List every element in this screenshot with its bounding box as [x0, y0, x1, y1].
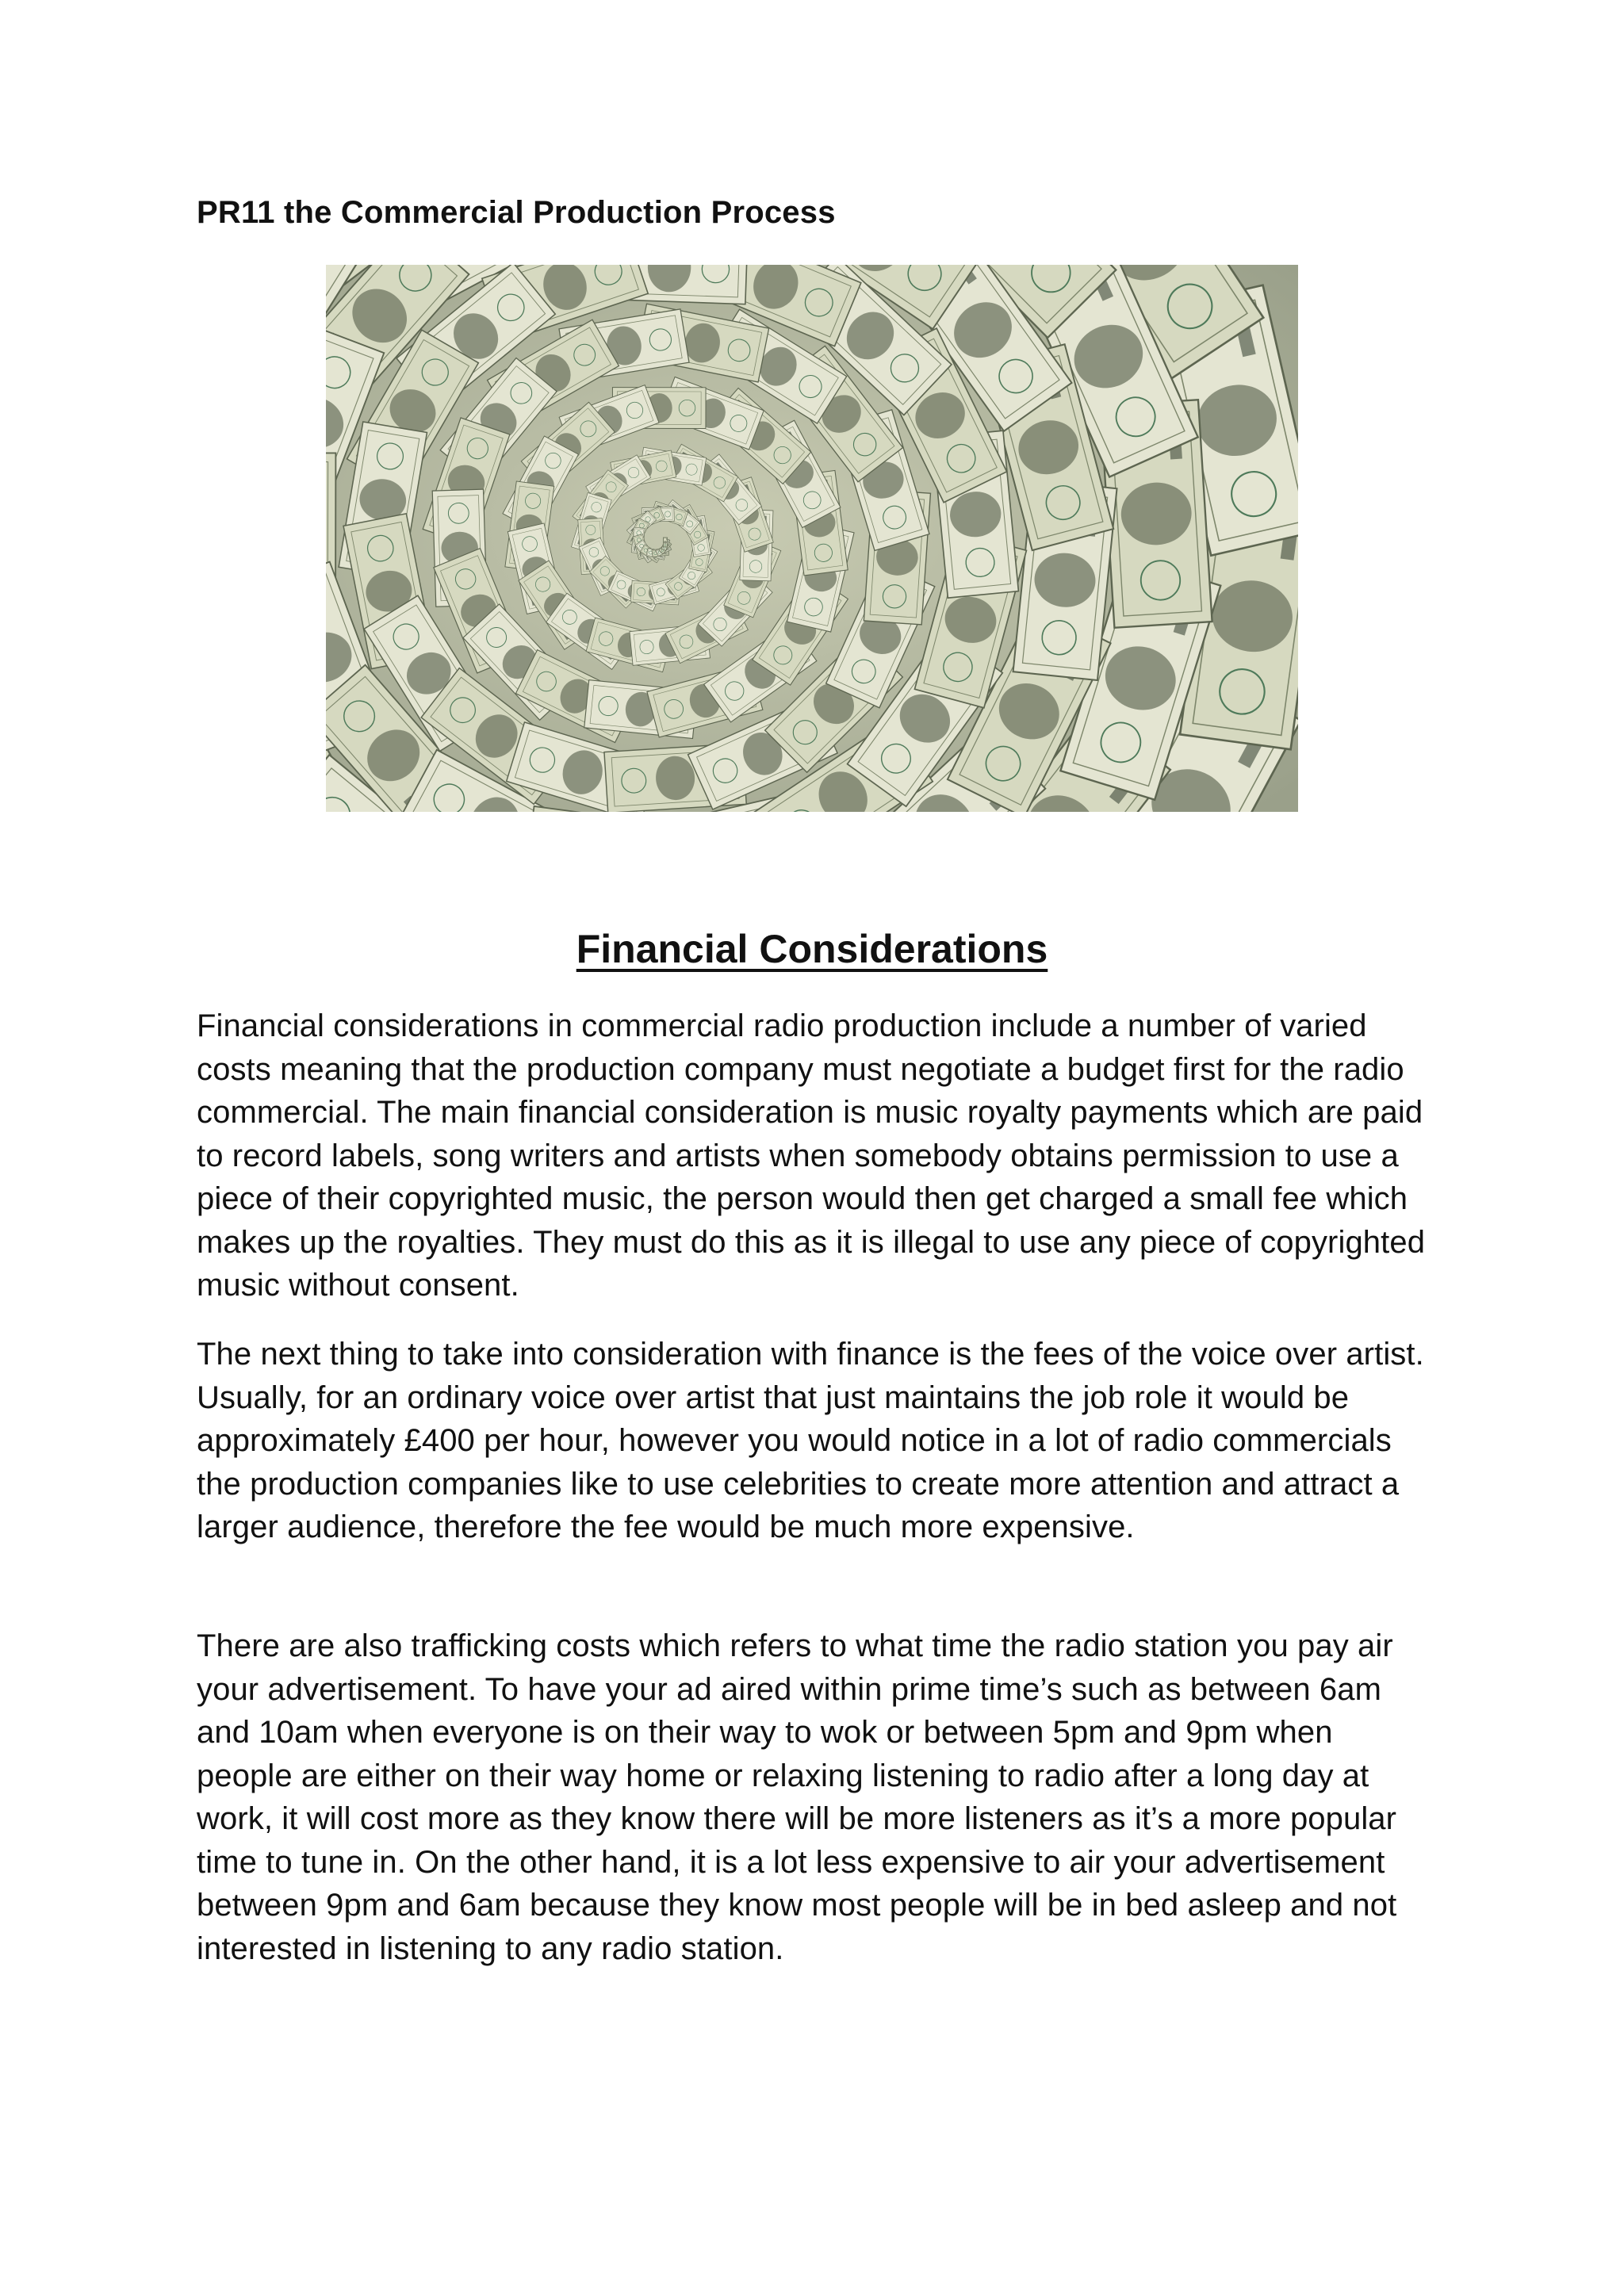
section-heading: Financial Considerations	[576, 927, 1048, 971]
paragraph-text: Financial considerations in commercial radio production include a number of varied costs meaning that the production company must negotiate a budget first for the radio commercial. The main financial consideration is music royalty payments which are paid to record labels, song writers and artists when somebody obtains permission to use a piece of their copyrighted music, the person would then get charged a small fee which makes up the royalties. They must do this as it is illegal to use any piece of copyrighted music without consent.	[197, 1008, 1426, 1303]
money-spiral-image	[326, 265, 1298, 812]
paragraph-voice-over-fees	[197, 1333, 1434, 1549]
document-title: PR11 the Commercial Production Process	[197, 195, 836, 230]
paragraph-text: The next thing to take into consideration with finance is the fees of the voice over artist. Usually, for an ordinary voice over artist that just maintains the job role it would be approximately £400 per hour, however you would notice in a lot of radio commercials the production companies like to use celebrities to create more attention and attract a larger audience, therefore the fee would be much more expensive.	[197, 1337, 1424, 1544]
paragraph-trafficking-costs	[197, 1624, 1434, 1970]
banknote-spiral-illustration	[326, 265, 1298, 812]
banknote-shape	[663, 538, 667, 547]
paragraph-text: There are also trafficking costs which refers to what time the radio station you pay air your advertisement. To have your ad aired within prime time’s such as between 6am and 10am when everyone is on their way to wok or between 5pm and 9pm when people are either on their way home or relaxing listening to radio after a long day at work, it will cost more as they know there will be more listeners as it’s a more popular time to tune in. On the other hand, it is a lot less expensive to air your advertisement between 9pm and 6am because they know most people will be in bed asleep and not interested in listening to any radio station.	[197, 1628, 1397, 1966]
paragraph-royalties	[197, 1004, 1434, 1307]
